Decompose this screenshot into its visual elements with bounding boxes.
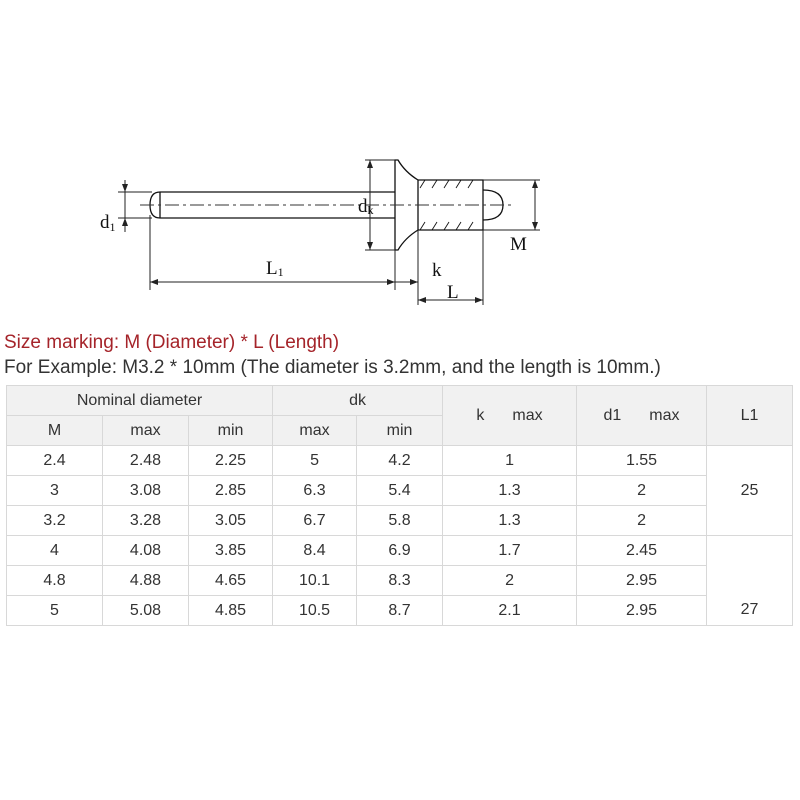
cell-dk-max: 10.5 [273,596,357,626]
cell-max: 3.08 [103,476,189,506]
cell-d1: 1.55 [577,446,707,476]
k-label: k [432,260,442,281]
header-row-1 [7,386,793,416]
cell-dk-max: 5 [273,446,357,476]
table-row [7,596,793,626]
header-L1: L1 [707,386,793,446]
cell-M: 3.2 [7,506,103,536]
cell-d1: 2.95 [577,596,707,626]
header-dk-max: max [273,416,357,446]
cell-min: 4.65 [189,566,273,596]
cell-dk-min: 6.9 [357,536,443,566]
dk-label: dk [358,196,374,217]
rivet-technical-drawing [0,140,800,320]
header-nominal-diameter: Nominal diameter [7,386,273,416]
cell-dk-min: 5.8 [357,506,443,536]
cell-min: 4.85 [189,596,273,626]
cell-d1: 2 [577,476,707,506]
cell-M: 3 [7,476,103,506]
cell-max: 4.88 [103,566,189,596]
caption [4,330,794,380]
cell-L1-group-2: 27 [707,536,793,626]
cell-k: 1.3 [443,506,577,536]
cell-M: 5 [7,596,103,626]
header-d1-max: d1 max [577,386,707,446]
cell-k: 1 [443,446,577,476]
cell-min: 2.85 [189,476,273,506]
d1-label: d1 [100,212,116,234]
L1-label: L1 [266,258,284,279]
cell-dk-min: 4.2 [357,446,443,476]
cell-max: 3.28 [103,506,189,536]
table-row [7,506,793,536]
cell-dk-max: 6.7 [273,506,357,536]
cell-dk-max: 6.3 [273,476,357,506]
table-row [7,446,793,476]
header-nd-min: min [189,416,273,446]
cell-M: 4.8 [7,566,103,596]
cell-k: 1.3 [443,476,577,506]
header-nd-max: max [103,416,189,446]
cell-d1: 2 [577,506,707,536]
cell-min: 3.05 [189,506,273,536]
header-k-max: k max [443,386,577,446]
header-dk: dk [273,386,443,416]
cell-k: 2 [443,566,577,596]
spec-table [6,385,793,626]
example-text: For Example: M3.2 * 10mm (The diameter is 3.2mm, and the length is 10mm.) [4,357,661,378]
L-label: L [447,282,459,303]
table-row [7,476,793,506]
cell-d1: 2.95 [577,566,707,596]
cell-k: 1.7 [443,536,577,566]
table-row [7,566,793,596]
cell-L1-group-1: 25 [707,446,793,536]
cell-dk-max: 10.1 [273,566,357,596]
header-M: M [7,416,103,446]
cell-dk-max: 8.4 [273,536,357,566]
cell-max: 2.48 [103,446,189,476]
table-row [7,536,793,566]
cell-dk-min: 8.3 [357,566,443,596]
size-marking-text: Size marking: M (Diameter) * L (Length) [4,332,340,353]
M-label: M [510,234,527,255]
cell-k: 2.1 [443,596,577,626]
cell-min: 3.85 [189,536,273,566]
cell-M: 2.4 [7,446,103,476]
cell-dk-min: 8.7 [357,596,443,626]
cell-dk-min: 5.4 [357,476,443,506]
cell-max: 5.08 [103,596,189,626]
header-dk-min: min [357,416,443,446]
cell-max: 4.08 [103,536,189,566]
cell-M: 4 [7,536,103,566]
cell-min: 2.25 [189,446,273,476]
cell-d1: 2.45 [577,536,707,566]
